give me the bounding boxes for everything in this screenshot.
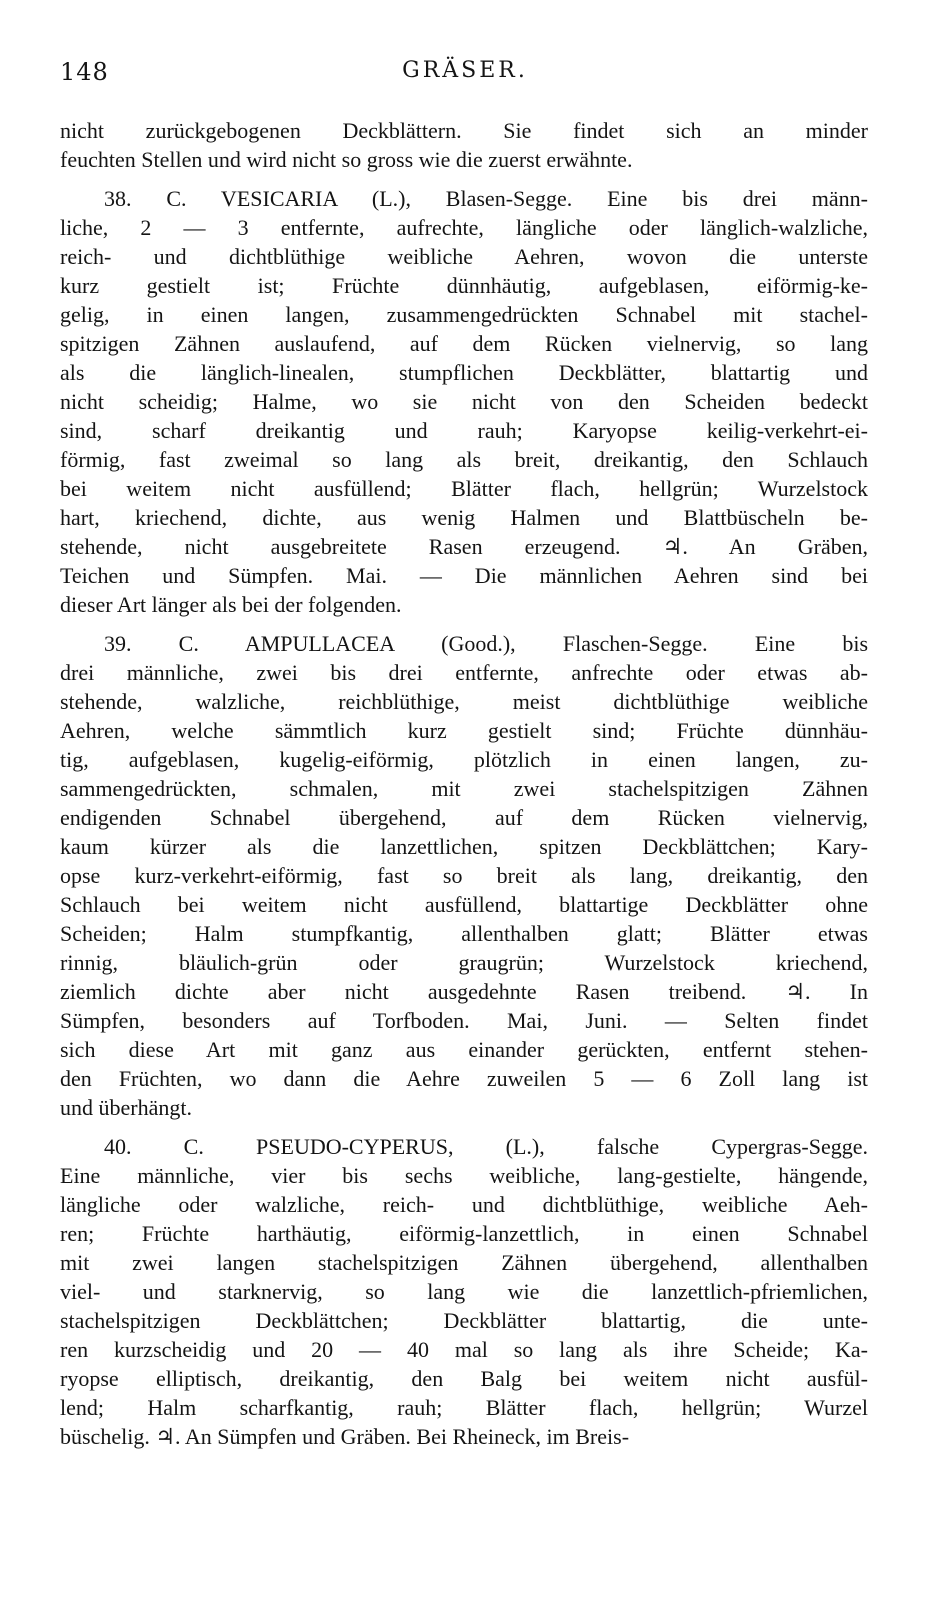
paragraph-continuation xyxy=(60,116,868,174)
text-line: lend; Halm scharfkantig, rauh; Blätter flach, hellgrün; Wurzel xyxy=(60,1395,868,1420)
paragraph-c-pseudo-cyperus xyxy=(60,1132,868,1451)
text-line: reich- und dichtblüthige weibliche Aehren, wovon die unterste xyxy=(60,244,868,269)
text-line: sich diese Art mit ganz aus einander gerückten, entfernt stehen- xyxy=(60,1037,868,1062)
text-line: büschelig. ♃. An Sümpfen und Gräben. Bei Rheineck, im Breis- xyxy=(60,1424,630,1449)
text-line: Sümpfen, besonders auf Torfboden. Mai, Juni. — Selten findet xyxy=(60,1008,868,1033)
text-line: spitzigen Zähnen auslaufend, auf dem Rücken vielnervig, so lang xyxy=(60,331,868,356)
text-line: 38. C. VESICARIA (L.), Blasen-Segge. Eine bis drei männ- xyxy=(104,186,868,211)
text-line: Scheiden; Halm stumpfkantig, allenthalben glatt; Blätter etwas xyxy=(60,921,868,946)
text-line: und überhängt. xyxy=(60,1095,192,1120)
page-header xyxy=(60,58,870,98)
body-text xyxy=(60,116,868,1451)
text-line: förmig, fast zweimal so lang als breit, dreikantig, den Schlauch xyxy=(60,447,868,472)
text-line: nicht zurückgebogenen Deckblättern. Sie findet sich an minder xyxy=(60,118,868,143)
text-line: ren; Früchte harthäutig, eiförmig-lanzettlich, in einen Schnabel xyxy=(60,1221,868,1246)
text-line: tig, aufgeblasen, kugelig-eiförmig, plötzlich in einen langen, zu- xyxy=(60,747,868,772)
text-line: sind, scharf dreikantig und rauh; Karyopse keilig-verkehrt-ei- xyxy=(60,418,868,443)
text-line: dieser Art länger als bei der folgenden. xyxy=(60,592,402,617)
text-line: hart, kriechend, dichte, aus wenig Halmen und Blattbüscheln be- xyxy=(60,505,868,530)
text-line: ryopse elliptisch, dreikantig, den Balg bei weitem nicht ausfül- xyxy=(60,1366,868,1391)
text-line: drei männliche, zwei bis drei entfernte, anfrechte oder etwas ab- xyxy=(60,660,868,685)
text-line: ren kurzscheidig und 20 — 40 mal so lang als ihre Scheide; Ka- xyxy=(60,1337,868,1362)
text-line: Aehren, welche sämmtlich kurz gestielt sind; Früchte dünnhäu- xyxy=(60,718,868,743)
page-number: 148 xyxy=(60,58,109,86)
text-line: mit zwei langen stachelspitzigen Zähnen übergehend, allenthalben xyxy=(60,1250,868,1275)
running-head: GRÄSER. xyxy=(402,58,528,83)
text-line: Schlauch bei weitem nicht ausfüllend, blattartige Deckblätter ohne xyxy=(60,892,868,917)
text-line: stachelspitzigen Deckblättchen; Deckblätter blattartig, die unte- xyxy=(60,1308,868,1333)
text-line: 40. C. PSEUDO-CYPERUS, (L.), falsche Cypergras-Segge. xyxy=(104,1134,868,1159)
text-line: liche, 2 — 3 entfernte, aufrechte, längliche oder länglich-walzliche, xyxy=(60,215,868,240)
text-line: sammengedrückten, schmalen, mit zwei stachelspitzigen Zähnen xyxy=(60,776,868,801)
text-line: kurz gestielt ist; Früchte dünnhäutig, aufgeblasen, eiförmig-ke- xyxy=(60,273,868,298)
text-line: Teichen und Sümpfen. Mai. — Die männlichen Aehren sind bei xyxy=(60,563,868,588)
text-line: rinnig, bläulich-grün oder graugrün; Wurzelstock kriechend, xyxy=(60,950,868,975)
text-line: stehende, walzliche, reichblüthige, meist dichtblüthige weibliche xyxy=(60,689,868,714)
text-line: längliche oder walzliche, reich- und dichtblüthige, weibliche Aeh- xyxy=(60,1192,868,1217)
text-line: nicht scheidig; Halme, wo sie nicht von den Scheiden bedeckt xyxy=(60,389,868,414)
text-line: ziemlich dichte aber nicht ausgedehnte Rasen treibend. ♃. In xyxy=(60,979,868,1004)
paragraph-c-ampullacea xyxy=(60,629,868,1122)
text-line: Eine männliche, vier bis sechs weibliche, lang-gestielte, hängende, xyxy=(60,1163,868,1188)
text-line: viel- und starknervig, so lang wie die lanzettlich-pfriemlichen, xyxy=(60,1279,868,1304)
text-line: endigenden Schnabel übergehend, auf dem Rücken vielnervig, xyxy=(60,805,868,830)
text-line: gelig, in einen langen, zusammengedrückten Schnabel mit stachel- xyxy=(60,302,868,327)
text-line: stehende, nicht ausgebreitete Rasen erzeugend. ♃. An Gräben, xyxy=(60,534,868,559)
text-line: bei weitem nicht ausfüllend; Blätter flach, hellgrün; Wurzelstock xyxy=(60,476,868,501)
text-line: als die länglich-linealen, stumpflichen Deckblätter, blattartig und xyxy=(60,360,868,385)
paragraph-c-vesicaria xyxy=(60,184,868,619)
text-line: den Früchten, wo dann die Aehre zuweilen 5 — 6 Zoll lang ist xyxy=(60,1066,868,1091)
text-line: opse kurz-verkehrt-eiförmig, fast so breit als lang, dreikantig, den xyxy=(60,863,868,888)
text-line: feuchten Stellen und wird nicht so gross wie die zuerst erwähnte. xyxy=(60,147,633,172)
text-line: 39. C. AMPULLACEA (Good.), Flaschen-Segge. Eine bis xyxy=(104,631,868,656)
text-line: kaum kürzer als die lanzettlichen, spitzen Deckblättchen; Kary- xyxy=(60,834,868,859)
